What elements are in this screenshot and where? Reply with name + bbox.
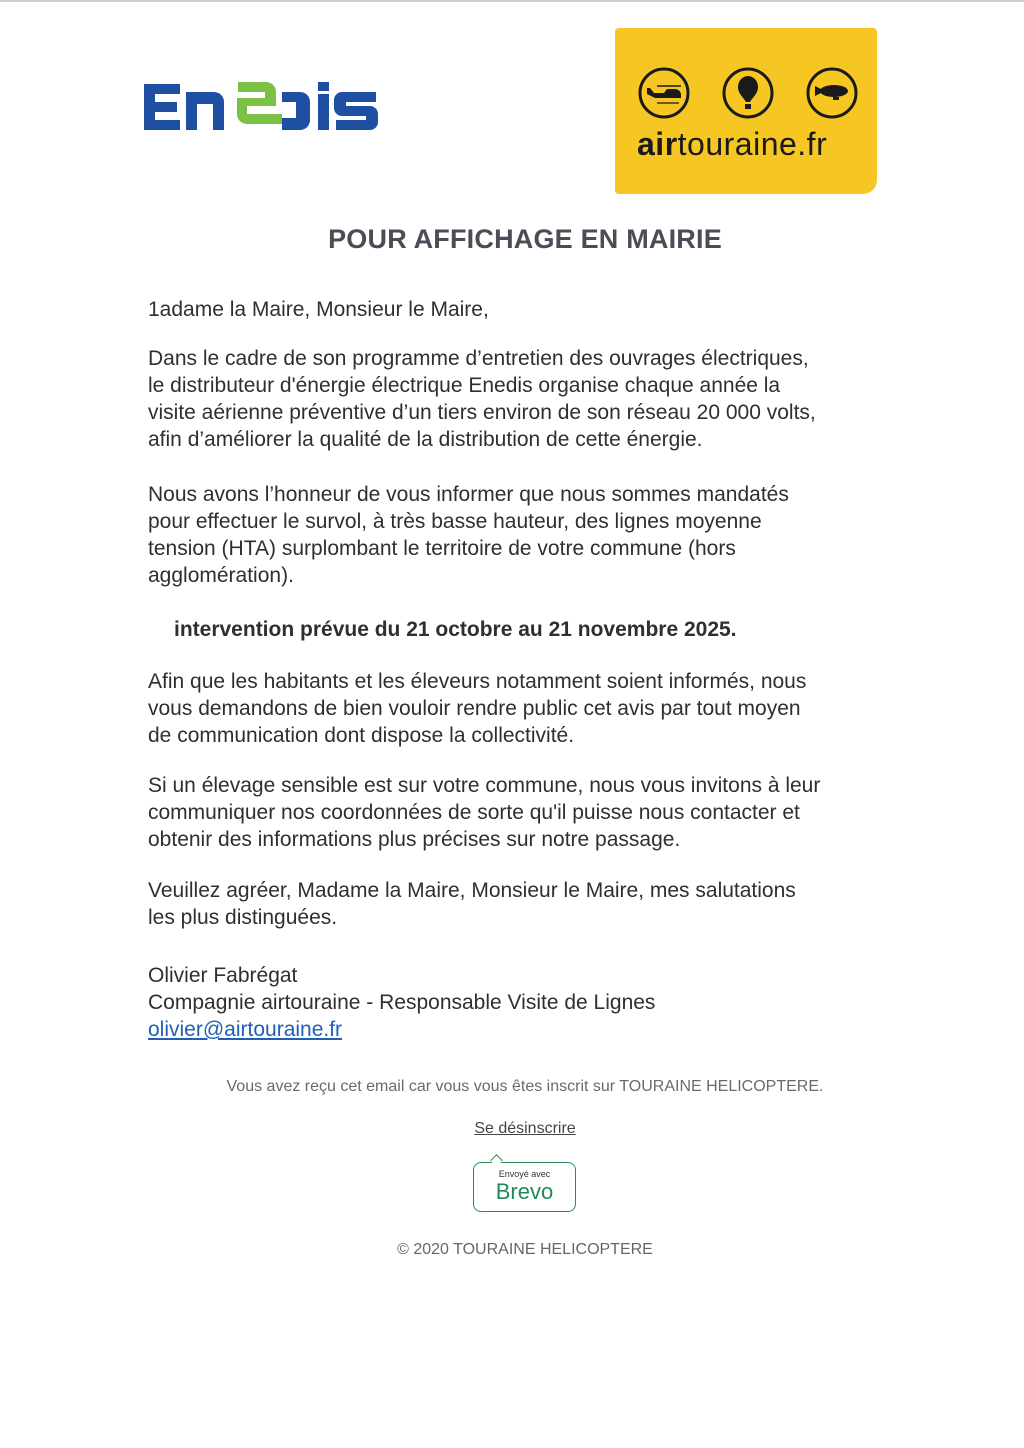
unsubscribe-wrapper xyxy=(0,1120,1024,1138)
closing-paragraph: Veuillez agréer, Madame la Maire, Monsieur le Maire, mes salutations les plus distinguées. xyxy=(148,879,796,929)
unsubscribe-link[interactable]: Se désinscrire xyxy=(474,1120,576,1137)
paragraph: Dans le cadre de son programme d’entretien des ouvrages électriques, le distributeur d'énergie électrique Enedis organise chaque année la visite aérienne préventive d’un tiers environ de son réseau 20 000 volts, afin d’améliorer la qualité de la distribution de cette énergie. xyxy=(148,347,816,451)
airship-icon xyxy=(805,66,859,120)
brevo-small-text: Envoyé avec xyxy=(498,1169,551,1179)
subscription-note: Vous avez reçu cet email car vous vous êtes inscrit sur TOURAINE HELICOPTERE. xyxy=(226,1078,824,1095)
signature-name: Olivier Fabrégat xyxy=(148,964,298,987)
page-title: POUR AFFICHAGE EN MAIRIE xyxy=(328,224,722,254)
page-edge xyxy=(0,0,1024,2)
greeting: 1adame la Maire, Monsieur le Maire, xyxy=(148,298,489,321)
helicopter-icon xyxy=(637,66,691,120)
signature xyxy=(148,962,655,1043)
brevo-wordmark: Brevo xyxy=(495,1179,554,1204)
brevo-badge[interactable] xyxy=(473,1162,576,1212)
copyright: © 2020 TOURAINE HELICOPTERE xyxy=(397,1241,653,1258)
paragraph: Afin que les habitants et les éleveurs notamment soient informés, nous vous demandons de bien vouloir rendre public cet avis par tout moyen de communication dont dispose la collectivité. xyxy=(148,670,807,747)
airtouraine-wordmark: airtouraine.fr xyxy=(637,126,828,162)
speech-bubble-notch xyxy=(490,1154,503,1167)
airtouraine-logo xyxy=(615,28,877,194)
signature-role: Compagnie airtouraine - Responsable Visite de Lignes xyxy=(148,991,656,1014)
enedis-logo xyxy=(140,78,390,138)
hot-air-balloon-icon xyxy=(721,66,775,120)
paragraph: Si un élevage sensible est sur votre commune, nous vous invitons à leur communiquer nos coordonnées de sorte qu'il puisse nous contacter et obtenir des informations plus précises sur notre passage. xyxy=(148,774,821,851)
email-link[interactable]: olivier@airtouraine.fr xyxy=(148,1018,343,1041)
paragraph: Nous avons l’honneur de vous informer que nous sommes mandatés pour effectuer le survol, à très basse hauteur, des lignes moyenne tension (HTA) surplombant le territoire de votre commune (hors agglomération). xyxy=(148,483,789,587)
intervention-dates: intervention prévue du 21 octobre au 21 novembre 2025. xyxy=(174,618,737,641)
